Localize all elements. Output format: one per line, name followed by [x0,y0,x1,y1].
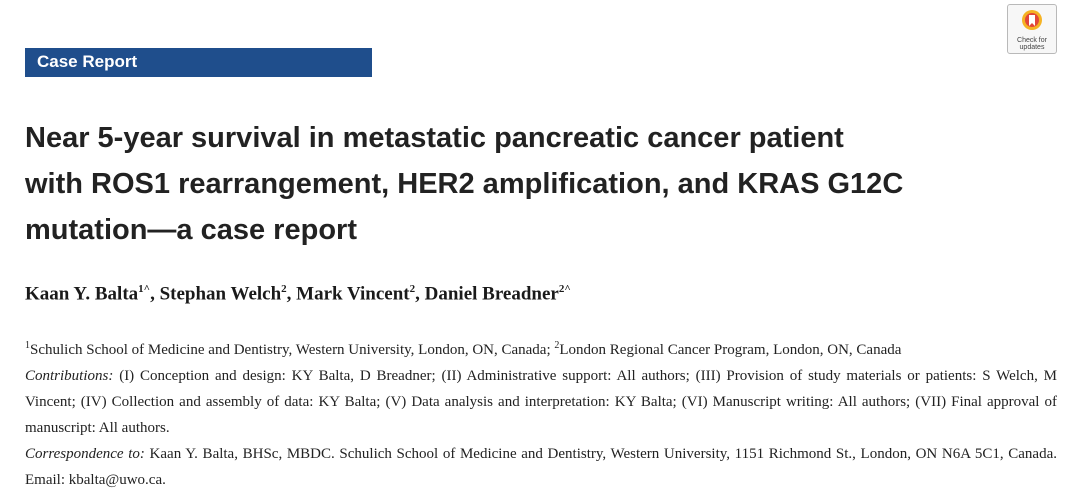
article-metadata [25,333,1057,493]
title-line-3: mutation—a case report [25,214,357,246]
affiliations [25,333,1057,363]
section-banner [25,48,372,77]
author-separator: , [150,283,160,305]
contributions [25,363,1057,441]
check-for-updates-icon [1021,9,1043,33]
article-title [25,115,1055,253]
correspondence-label: Correspondence to: [25,446,145,462]
section-label: Case Report [37,52,138,71]
contributions-text: (I) Conception and design: KY Balta, D Breadner; (II) Administrative support: All authors; (III) Provision of study materials or patients: S Welch, M Vincent; (IV) Collection and assembly of data: KY Balta; (V) Data analysis and interpretation: KY Balta; (VI) Manuscript writing: All authors; (VII) Final approval of manuscript: All authors. [25,368,1057,436]
author-separator: , [415,283,425,305]
correspondence [25,441,1057,493]
author-name: Daniel Breadner [424,283,559,305]
author-name: Mark Vincent [296,283,410,305]
badge-line1: Check for [1017,37,1047,44]
author-name: Stephan Welch [159,283,282,305]
affiliation-mark: 1 [25,340,30,351]
author-affiliation-mark: 2 [409,283,416,295]
author-list [25,283,571,305]
author-affiliation-mark: 1^ [138,283,151,295]
author-affiliation-mark: 2^ [558,283,571,295]
correspondence-text: Kaan Y. Balta, BHSc, MBDC. Schulich School of Medicine and Dentistry, Western University, 1151 Richmond St., London, ON N6A 5C1, Canada. Email: kbalta@uwo.ca. [25,446,1057,488]
affiliation-2: London Regional Cancer Program, London, ON, Canada [559,342,902,358]
title-line-2: with ROS1 rearrangement, HER2 amplification, and KRAS G12C [25,168,904,200]
author-name: Kaan Y. Balta [25,283,139,305]
author-affiliation-mark: 2 [281,283,287,295]
affiliation-1: Schulich School of Medicine and Dentistry, Western University, London, ON, Canada; [30,342,555,358]
check-for-updates-badge[interactable] [1007,4,1057,54]
affiliation-mark: 2 [554,340,560,351]
badge-line2: updates [1019,44,1045,51]
contributions-label: Contributions: [25,368,114,384]
author-separator: , [286,283,297,305]
title-line-1: Near 5-year survival in metastatic pancreatic cancer patient [25,122,844,154]
